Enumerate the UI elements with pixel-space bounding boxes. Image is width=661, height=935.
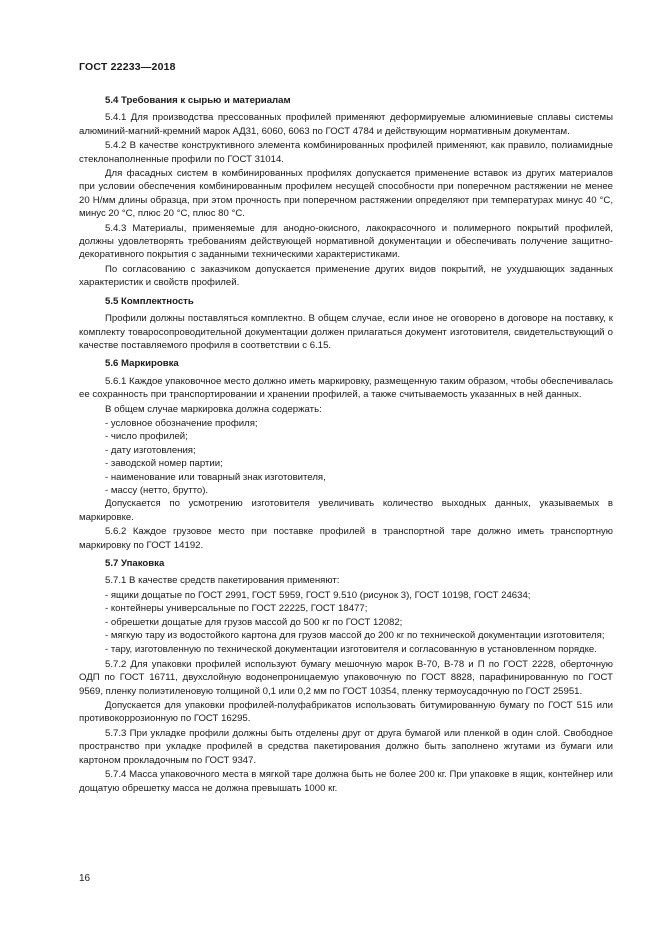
list-item: - дату изготовления; [105,444,196,456]
section-heading: 5.5 Комплектность [105,295,194,307]
list-item: - контейнеры универсальные по ГОСТ 22225, ГОСТ 18477; [105,603,368,615]
paragraph: 5.7.3 При укладке профили должны быть отделены друг от друга бумагой или пленкой в один слой. Свободное пространство при укладке профилей в средства пакетирования должно быть заполнено жгутами из бумаги или картоном прокладочным по ГОСТ 9347. [79,727,613,766]
list-item: - условное обозначение профиля; [105,417,258,429]
section-raw-materials [79,94,613,290]
paragraph: Допускается по усмотрению изготовителя увеличивать количество выходных данных, указываемых в маркировке. [79,498,613,523]
section-packaging [79,557,613,795]
list-item: - массу (нетто, брутто). [105,484,209,496]
section-completeness [79,295,613,353]
paragraph: - тару, изготовленную по технической документации изготовителя и согласованную в установленном порядке. [105,644,597,656]
paragraph: 5.4.2 В качестве конструктивного элемента комбинированных профилей применяют, как правило, полиамидные стеклонаполненные профили по ГОСТ 31014. [79,140,613,165]
section-heading: 5.6 Маркировка [105,358,179,370]
section-marking [79,357,613,552]
paragraph: Для фасадных систем в комбинированных профилях допускается применение вставок из других материалов при условии обеспечения комбинированным профилем несущей способности при поперечном растяжении не менее 20 Н/мм длины образца, при этом прочность при поперечном растяжении определяют при температурах минус 40 °С, минус 20 °С, плюс 20 °С, плюс 80 °С. [79,168,613,220]
paragraph: Допускается для упаковки профилей-полуфабрикатов использовать битумированную бумагу по ГОСТ 515 или противокоррозионную по ГОСТ 16295. [79,700,613,725]
paragraph: 5.4.1 Для производства прессованных профилей применяют деформируемые алюминиевые сплавы системы алюминий-магний-кремний марок АД31, 6060, 6063 по ГОСТ 4784 и действующим нормативным документам. [79,112,613,137]
paragraph: Профили должны поставляться комплектно. В общем случае, если иное не оговорено в договоре на поставку, к комплекту товаросопроводительной документации должен прилагаться документ изготовителя, свидетельствующий о качестве поставляемого профиля в соответствии с 6.15. [79,313,613,351]
page-number: 16 [79,873,91,884]
document-body [79,94,613,800]
paragraph: В общем случае маркировка должна содержать: [105,403,322,415]
document-header: ГОСТ 22233—2018 [79,61,176,73]
section-heading: 5.4 Требования к сырью и материалам [105,95,291,106]
section-heading: 5.7 Упаковка [105,558,165,569]
paragraph: По согласованию с заказчиком допускается применение других видов покрытий, не ухудшающих заданных характеристик и свойств профилей. [79,263,613,289]
list-item: - обрешетки дощатые для грузов массой до 500 кг по ГОСТ 12082; [105,616,403,628]
list-item: - заводской номер партии; [105,458,223,470]
paragraph: 5.7.2 Для упаковки профилей используют бумагу мешочную марок В-70, В-78 и П по ГОСТ 2228, оберточную ОДП по ГОСТ 16711, двухслойную водонепроницаемую упаковочную по ГОСТ 8828, парафинированную по ГОСТ 9569, пленку полиэтиленовую толщиной 0,1 или 0,2 мм по ГОСТ 10354, пленку термоусадочную по ГОСТ 25951. [79,658,613,697]
paragraph: 5.6.1 Каждое упаковочное место должно иметь маркировку, размещенную таким образом, чтобы обеспечивалась ее сохранность при транспортировании и хранении профилей, а также считываемость указанных в ней данных. [79,375,613,401]
list-item: - ящики дощатые по ГОСТ 2991, ГОСТ 5959, ГОСТ 9.510 (рисунок 3), ГОСТ 10198, ГОСТ 24634; [105,589,531,601]
paragraph: 5.7.1 В качестве средств пакетирования применяют: [105,575,340,587]
paragraph: - мягкую тару из водостойкого картона для грузов массой до 200 кг по технической документации изготовителя; [105,630,605,642]
paragraph: 5.7.4 Масса упаковочного места в мягкой таре должна быть не более 200 кг. При упаковке в ящик, контейнер или дощатую обрешетку масса не должна превышать 1000 кг. [79,769,613,794]
paragraph: 5.4.3 Материалы, применяемые для анодно-окисного, лакокрасочного и полимерного покрытий профилей, должны удовлетворять требованиям действующей нормативной документации и обеспечивать получение защитно-декоративного покрытия с заданными техническими характеристиками. [79,222,613,261]
list-item: - число профилей; [105,431,188,443]
paragraph: 5.6.2 Каждое грузовое место при поставке профилей в транспортной таре должно иметь транспортную маркировку по ГОСТ 14192. [79,526,613,551]
list-item: - наименование или товарный знак изготовителя, [105,471,326,483]
